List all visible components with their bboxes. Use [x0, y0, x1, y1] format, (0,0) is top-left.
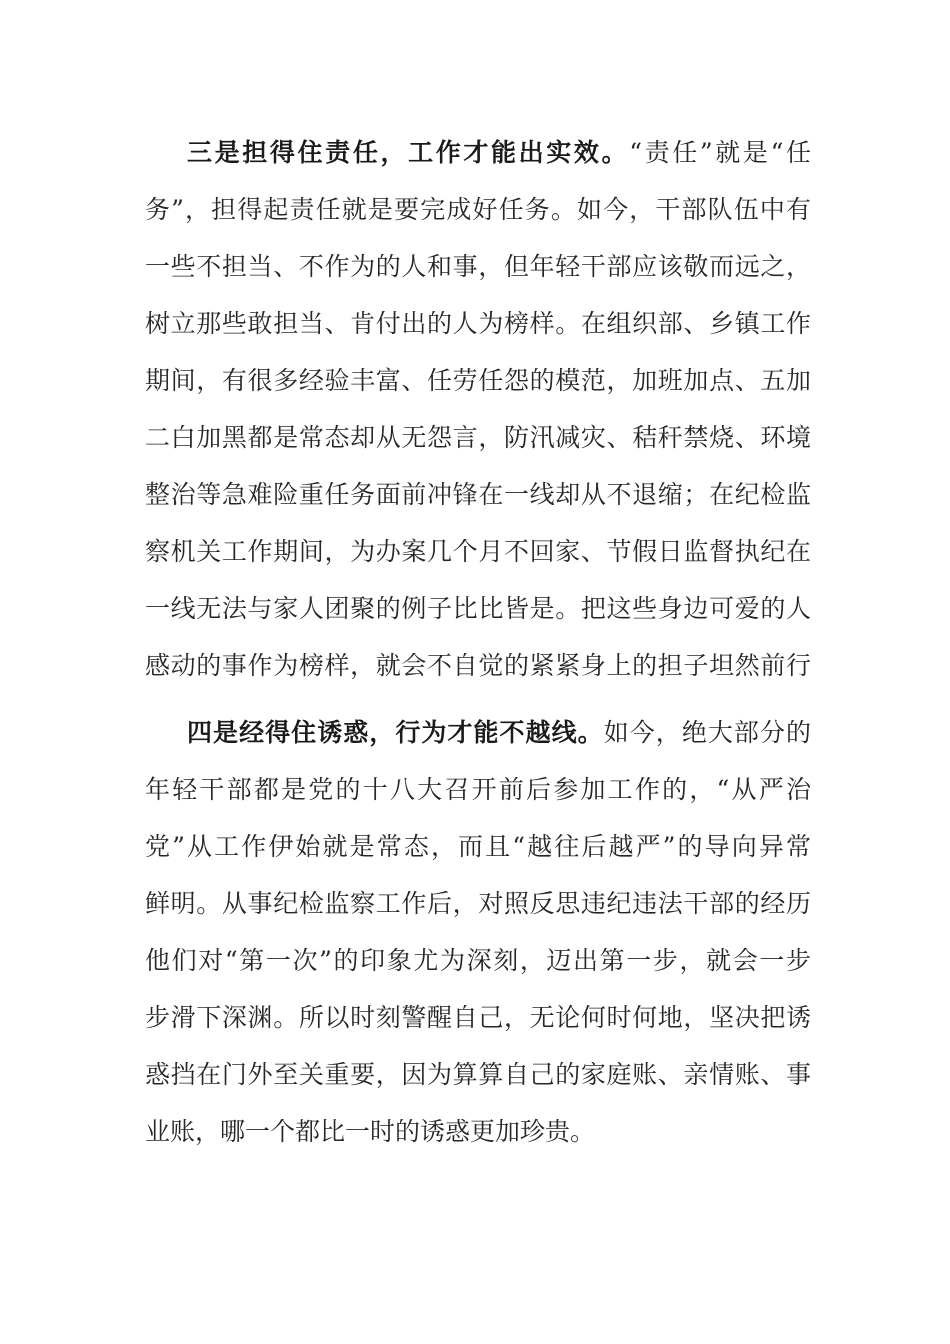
paragraph-1-line-9: 一线无法与家人团聚的例子比比皆是。把这些身边可爱的人	[145, 594, 811, 623]
paragraph-1-text: “责任”就是“任	[629, 138, 811, 167]
paragraph-2-line-4: 鲜明。从事纪检监察工作后，对照反思违纪违法干部的经历	[145, 889, 811, 918]
paragraph-1-line-8: 察机关工作期间，为办案几个月不回家、节假日监督执纪在	[145, 537, 811, 566]
paragraph-2-line-5: 他们对“第一次”的印象尤为深刻，迈出第一步，就会一步	[145, 946, 811, 975]
paragraph-2-text: 如今，绝大部分的	[603, 718, 811, 747]
paragraph-1-line-1	[187, 133, 811, 173]
paragraph-1-line-2: 务”，担得起责任就是要完成好任务。如今，干部队伍中有	[145, 195, 811, 224]
paragraph-1-lead: 三是担得住责任，工作才能出实效。	[187, 138, 630, 167]
paragraph-2-line-7: 惑挡在门外至关重要，因为算算自己的家庭账、亲情账、事	[145, 1060, 811, 1089]
paragraph-2-line-2: 年轻干部都是党的十八大召开前后参加工作的，“从严治	[145, 775, 811, 804]
paragraph-2-line-8: 业账，哪一个都比一时的诱惑更加珍贵。	[145, 1117, 596, 1146]
paragraph-1-line-10: 感动的事作为榜样，就会不自觉的紧紧身上的担子坦然前行	[145, 651, 811, 680]
paragraph-2-line-3: 党”从工作伊始就是常态，而且“越往后越严”的导向异常	[145, 832, 811, 861]
paragraph-1-line-6: 二白加黑都是常态却从无怨言，防汛减灾、秸秆禁烧、环境	[145, 423, 811, 452]
paragraph-1-line-5: 期间，有很多经验丰富、任劳任怨的模范，加班加点、五加	[145, 366, 811, 395]
paragraph-2-line-6: 步滑下深渊。所以时刻警醒自己，无论何时何地，坚决把诱	[145, 1003, 811, 1032]
paragraph-2-lead: 四是经得住诱惑，行为才能不越线。	[187, 718, 604, 747]
paragraph-1-line-7: 整治等急难险重任务面前冲锋在一线却从不退缩；在纪检监	[145, 480, 811, 509]
paragraph-1-line-3: 一些不担当、不作为的人和事，但年轻干部应该敬而远之，	[145, 252, 811, 281]
paragraph-2-line-1	[187, 713, 811, 753]
paragraph-1-line-4: 树立那些敢担当、肯付出的人为榜样。在组织部、乡镇工作	[145, 309, 811, 338]
